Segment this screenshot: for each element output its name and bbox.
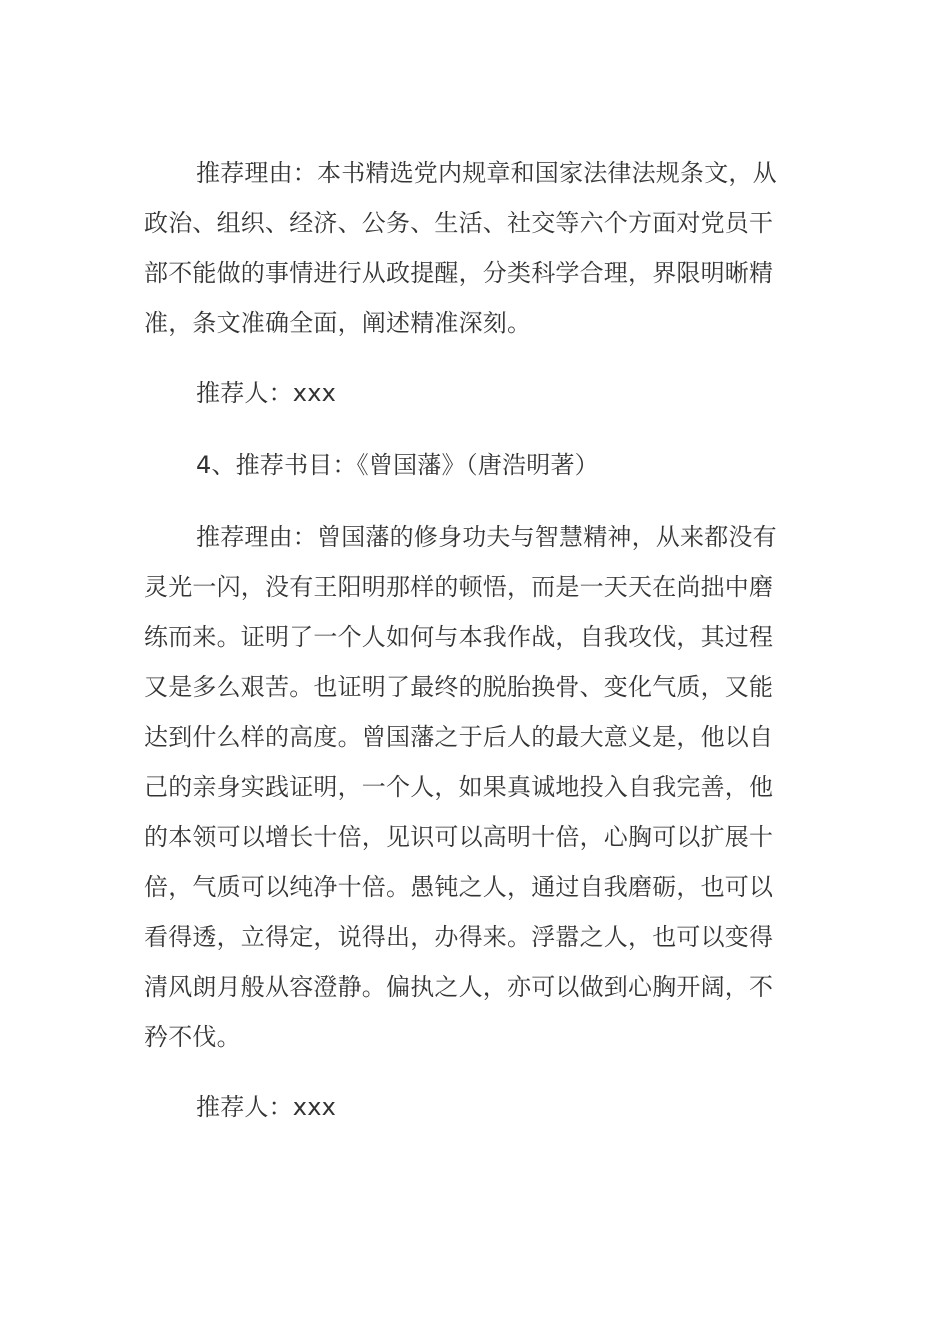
recommendation-reason-paragraph: 推荐理由：曾国藩的修身功夫与智慧精神，从来都没有灵光一闪，没有王阳明那样的顿悟，而是一天天在尚拙中磨练而来。证明了一个人如何与本我作战，自我攻伐，其过程又是多么艰苦。也证明了最终的脱胎换骨、变化气质，又能达到什么样的高度。曾国藩之于后人的最大意义是，他以自己的亲身实践证明，一个人，如果真诚地投入自我完善，他的本领可以增长十倍，见识可以高明十倍，心胸可以扩展十倍，气质可以纯净十倍。愚钝之人，通过自我磨砺，也可以看得透，立得定，说得出，办得来。浮嚣之人，也可以变得清风朗月般从容澄静。偏执之人，亦可以做到心胸开阔，不矜不伐。 [144, 523, 777, 1051]
recommender-line: 推荐人：xxx [196, 1093, 337, 1121]
document-page [144, 148, 788, 1154]
recommendation-reason-paragraph: 推荐理由：本书精选党内规章和国家法律法规条文，从政治、组织、经济、公务、生活、社交等六个方面对党员干部不能做的事情进行从政提醒，分类科学合理，界限明晰精准，条文准确全面，阐述精准深刻。 [144, 159, 777, 337]
recommender-line: 推荐人：xxx [196, 379, 337, 407]
book-title-line: 4、推荐书目：《曾国藩》（唐浩明著） [196, 451, 599, 479]
